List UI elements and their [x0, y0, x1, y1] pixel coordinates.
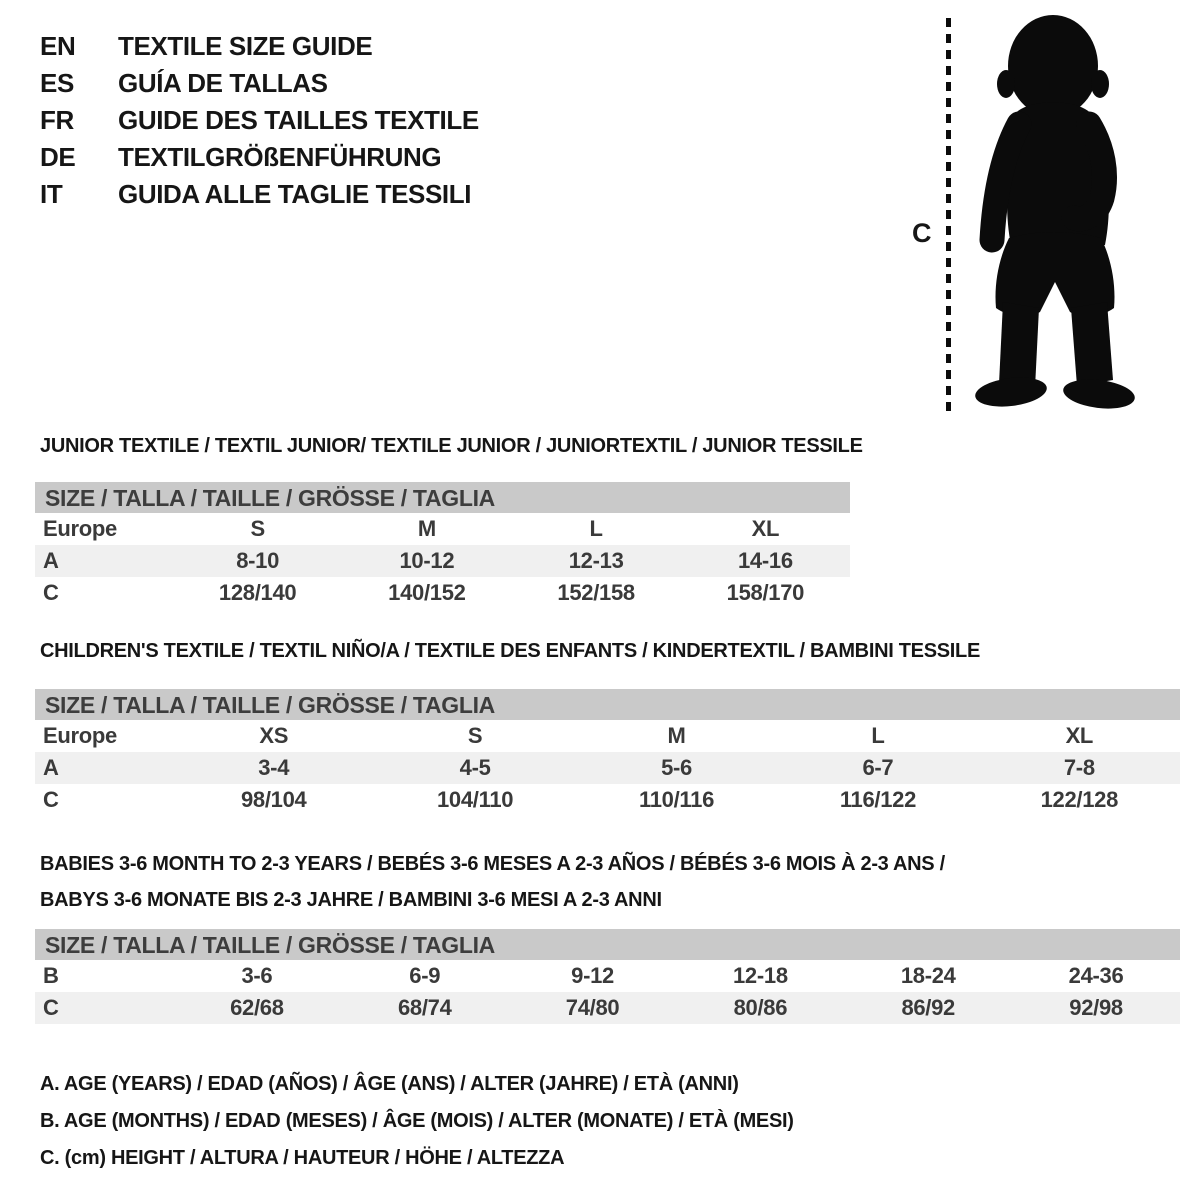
measure-legend [40, 1066, 794, 1177]
height-dashed-line [946, 18, 951, 416]
size-header-bar: SIZE / TALLA / TAILLE / GRÖSSE / TAGLIA [35, 689, 1180, 720]
language-row [40, 139, 479, 176]
row-label: A [43, 548, 59, 573]
language-row [40, 28, 479, 65]
table-cell: 18-24 [900, 963, 956, 988]
language-row [40, 65, 479, 102]
language-code: IT [40, 179, 63, 209]
table-cell: 8-10 [236, 548, 280, 573]
table-cell: 98/104 [240, 787, 307, 812]
table-cell: L [589, 516, 603, 541]
table-cell: 7-8 [1063, 755, 1095, 780]
row-label: Europe [43, 516, 117, 541]
language-code: ES [40, 68, 74, 98]
language-row [40, 102, 479, 139]
table-row [35, 720, 1180, 752]
table-cell: XS [259, 723, 289, 748]
table-cell: 74/80 [565, 995, 620, 1020]
table-cell: 152/158 [557, 580, 635, 605]
table-cell: S [467, 723, 483, 748]
language-guide-title: GUÍA DE TALLAS [118, 68, 328, 98]
table-cell: S [250, 516, 265, 541]
table-cell: 14-16 [737, 548, 793, 573]
table-cell: 62/68 [230, 995, 284, 1020]
table-cell: 6-9 [409, 963, 441, 988]
table-cell: 80/86 [733, 995, 788, 1020]
section-title-line: CHILDREN'S TEXTILE / TEXTIL NIÑO/A / TEXTILE DES ENFANTS / KINDERTEXTIL / BAMBINI TESSILE [40, 640, 980, 662]
language-guide-title: GUIDE DES TAILLES TEXTILE [118, 105, 479, 135]
table-cell: 86/92 [901, 995, 955, 1020]
row-label: B [43, 963, 59, 988]
language-code: FR [40, 105, 74, 135]
table-cell: 110/116 [639, 787, 715, 812]
row-label: C [43, 580, 59, 605]
height-measure-label: C [912, 218, 932, 248]
table-cell: 3-6 [241, 963, 273, 988]
table-cell: XL [751, 516, 780, 541]
table-cell: 6-7 [862, 755, 894, 780]
table-cell: 12-18 [733, 963, 788, 988]
section-title-children [40, 633, 980, 669]
section-title-line: BABIES 3-6 MONTH TO 2-3 YEARS / BEBÉS 3-6 MESES A 2-3 AÑOS / BÉBÉS 3-6 MOIS À 2-3 ANS / [40, 853, 945, 875]
table-cell: L [871, 723, 885, 748]
section-title-babies [40, 846, 945, 918]
baby-silhouette-icon [960, 12, 1150, 422]
table-cell: 68/74 [397, 995, 452, 1020]
table-row [35, 960, 1180, 992]
section-title-line: BABYS 3-6 MONATE BIS 2-3 JAHRE / BAMBINI 3-6 MESI A 2-3 ANNI [40, 889, 662, 911]
table-cell: XL [1065, 723, 1094, 748]
table-row [35, 545, 850, 577]
table-cell: 158/170 [726, 580, 805, 605]
table-row [35, 752, 1180, 784]
row-label: Europe [43, 723, 117, 748]
table-cell: 116/122 [839, 787, 917, 812]
table-cell: M [417, 516, 436, 541]
language-code: EN [40, 31, 76, 61]
row-label: C [43, 787, 59, 812]
table-cell: 128/140 [218, 580, 297, 605]
language-header-block [40, 28, 479, 213]
language-code: DE [40, 142, 76, 172]
row-label: A [43, 755, 59, 780]
table-cell: 24-36 [1068, 963, 1124, 988]
table-cell: 12-13 [568, 548, 624, 573]
table-row [35, 992, 1180, 1024]
section-title-line: JUNIOR TEXTILE / TEXTIL JUNIOR/ TEXTILE JUNIOR / JUNIORTEXTIL / JUNIOR TESSILE [40, 435, 863, 457]
size-table-junior [35, 482, 850, 609]
table-cell: 140/152 [388, 580, 466, 605]
table-cell: 9-12 [571, 963, 614, 988]
size-header-bar: SIZE / TALLA / TAILLE / GRÖSSE / TAGLIA [35, 482, 850, 513]
table-cell: M [667, 723, 686, 748]
table-cell: 92/98 [1069, 995, 1123, 1020]
table-cell: 104/110 [437, 787, 514, 812]
legend-line: C. (cm) HEIGHT / ALTURA / HAUTEUR / HÖHE / ALTEZZA [40, 1147, 565, 1169]
table-cell: 5-6 [661, 755, 692, 780]
legend-line: A. AGE (YEARS) / EDAD (AÑOS) / ÂGE (ANS) / ALTER (JAHRE) / ETÀ (ANNI) [40, 1073, 739, 1095]
table-row [35, 784, 1180, 816]
table-cell: 3-4 [258, 755, 290, 780]
table-cell: 4-5 [459, 755, 491, 780]
language-guide-title: GUIDA ALLE TAGLIE TESSILI [118, 179, 472, 209]
table-cell: 122/128 [1040, 787, 1119, 812]
language-row [40, 176, 479, 213]
legend-line: B. AGE (MONTHS) / EDAD (MESES) / ÂGE (MOIS) / ALTER (MONATE) / ETÀ (MESI) [40, 1110, 794, 1132]
size-table-babies [35, 929, 1180, 1024]
table-cell: 10-12 [399, 548, 455, 573]
language-guide-title: TEXTILE SIZE GUIDE [118, 31, 373, 61]
size-table-children [35, 689, 1180, 816]
table-row [35, 513, 850, 545]
section-title-junior [40, 428, 863, 464]
row-label: C [43, 995, 59, 1020]
language-guide-title: TEXTILGRÖßENFÜHRUNG [118, 142, 442, 172]
size-header-bar: SIZE / TALLA / TAILLE / GRÖSSE / TAGLIA [35, 929, 1180, 960]
table-row [35, 577, 850, 609]
